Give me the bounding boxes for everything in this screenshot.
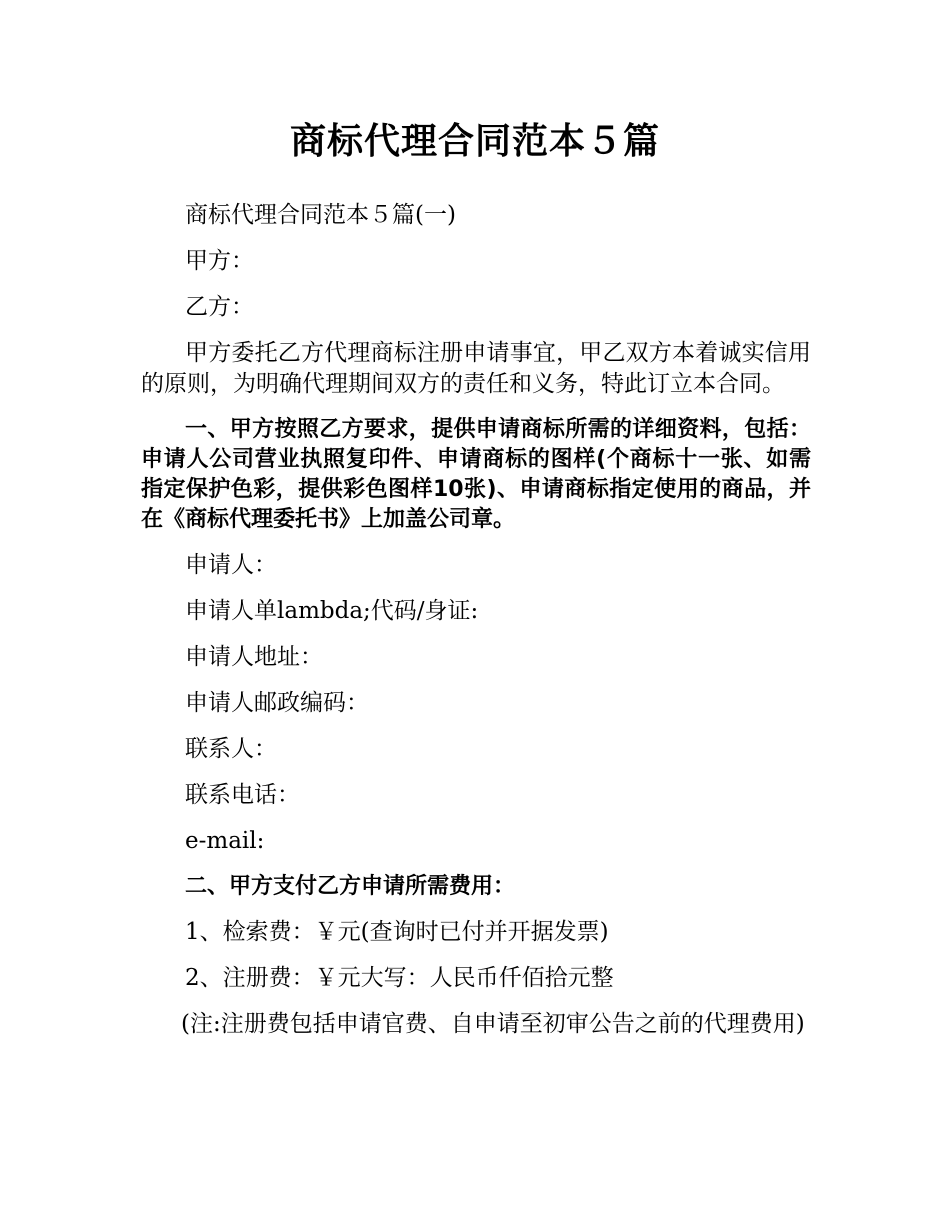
- applicant-code-field: 申请人单lambda;代码/身证:: [185, 598, 479, 624]
- contact-phone-field: 联系电话：: [185, 782, 300, 808]
- fee-note: (注:注册费包括申请官费、自申请至初审公告之前的代理费用): [181, 1011, 805, 1037]
- applicant-postcode-field: 申请人邮政编码：: [185, 690, 369, 716]
- document-body: [141, 200, 811, 1055]
- contact-person-field: 联系人：: [185, 736, 277, 762]
- party-b-label: 乙方：: [185, 294, 254, 320]
- applicant-field: 申请人：: [185, 552, 277, 578]
- document-title: 商标代理合同范本５篇: [289, 121, 660, 162]
- clause-two: 二、甲方支付乙方申请所需费用：: [185, 874, 516, 899]
- section-heading: 商标代理合同范本５篇(一): [185, 202, 456, 228]
- intro-paragraph: 甲方委托乙方代理商标注册申请事宜，甲乙双方本着诚实信用的原则，为明确代理期间双方的责任和义务，特此订立本合同。: [141, 340, 811, 397]
- applicant-address-field: 申请人地址：: [185, 644, 323, 670]
- fee-item-registration: 2、注册费：￥元大写：人民币仟佰拾元整: [185, 965, 614, 991]
- clause-one: 一、甲方按照乙方要求，提供申请商标所需的详细资料，包括：申请人公司营业执照复印件、申请商标的图样(个商标十一张、如需指定保护色彩，提供彩色图样10张)、申请商标指定使用的商品，并在《商标代理委托书》上加盖公司章。: [141, 417, 811, 532]
- party-a-label: 甲方：: [185, 248, 254, 274]
- email-field: e-mail:: [185, 828, 265, 854]
- fee-item-search: 1、检索费：￥元(查询时已付并开据发票): [185, 919, 609, 945]
